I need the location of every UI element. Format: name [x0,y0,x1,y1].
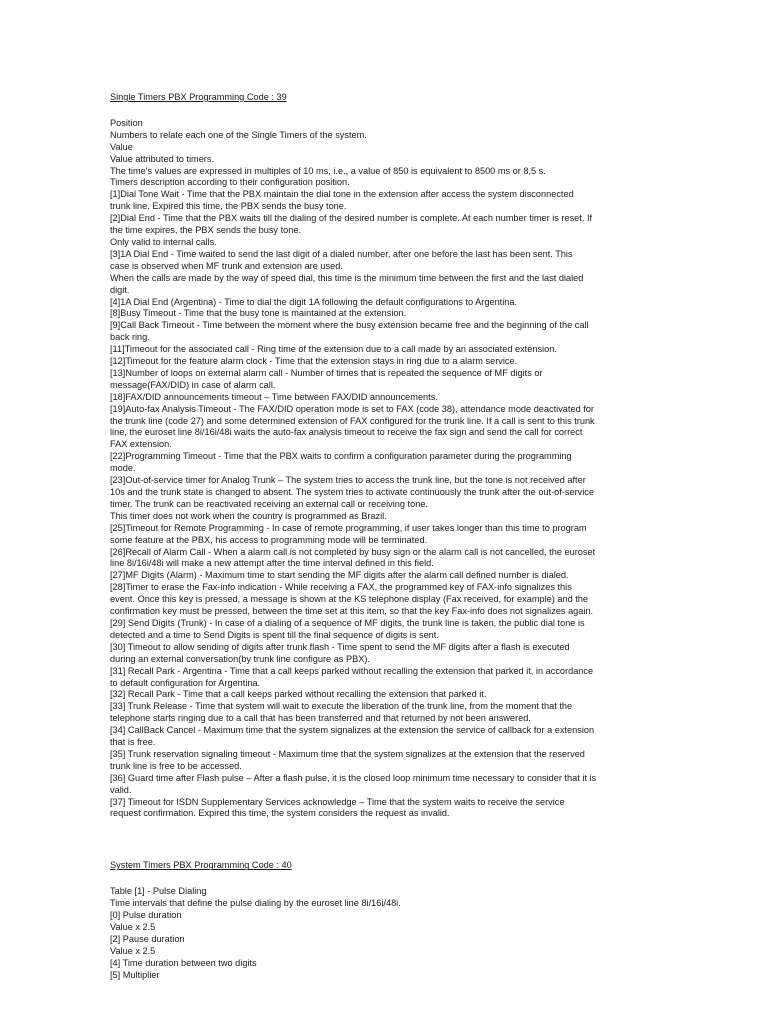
text-line: [30] Timeout to allow sending of digits after trunk flash - Time spent to send the MF digits after a flash is executed [110,641,570,652]
text-line: [23]Out-of-service timer for Analog Trunk – The system tries to access the trunk line, but the tone is not received after [110,475,586,486]
spacer [110,104,660,118]
spacer [110,820,660,860]
text-line: 10s and the trunk state is changed to absent. The system tries to activate continuously the trunk after the out-of-service [110,487,594,497]
text-line: Value x 2.5 [110,922,156,932]
section-heading-single-timers: Single Timers PBX Programming Code : 39 [110,92,287,102]
text-line: trunk line is free to be accessed. [110,760,242,771]
section-heading-system-timers: System Timers PBX Programming Code : 40 [110,860,292,871]
text-line: [26]Recall of Alarm Call - When a alarm call is not completed by busy sign or the alarm call is not cancelled, the euroset [110,546,596,557]
text-line: When the calls are made by the way of speed dial, this time is the minimum time between the first and the last dialed [110,272,584,283]
text-line: event. Once this key is pressed, a message is shown at the KS telephone display (Fax received, for example) and the [110,594,589,605]
text-line: to default configuration for Argentina. [110,677,261,688]
text-line: Value x 2.5 [110,945,156,956]
text-line: [4]1A Dial End (Argentina) - Time to dial the digit 1A following the default configurations to Argentina. [110,296,518,307]
text-line: during an external conversation(by trunk line configure as PBX). [110,653,370,664]
text-line: [31] Recall Park - Argentina - Time that a call keeps parked without recalling the extension that parked it, in accordance [110,665,594,676]
text-line: the trunk line (code 27) and some determined extension of FAX configured for the trunk line. If a call is sent to this trunk [110,415,595,426]
text-line: [1]Dial Tone Wait - Time that the PBX maintain the dial tone in the extension after access the system disconnected [110,189,574,200]
system-timers-body [110,886,660,981]
text-line: Timers description according to their configuration position. [110,177,350,188]
text-line: [9]Call Back Timeout - Time between the moment where the busy extension became free and the beginning of the call [110,320,589,331]
text-line: Numbers to relate each one of the Single Timers of the system. [110,129,367,140]
text-line: Value attributed to timers. [110,153,215,164]
text-line: [2] Pause duration [110,933,185,944]
document-page [110,92,660,982]
text-line: [0] Pulse duration [110,910,182,921]
text-line: Table [1] - Pulse Dialing [110,886,207,897]
text-line: some feature at the PBX, his access to programming mode will be terminated. [110,534,428,545]
text-line: [5] Multiplier [110,969,160,980]
text-line: The time's values are expressed in multiples of 10 ms, i.e., a value of 850 is equivalent to 8500 ms or 8,5 s. [110,165,546,176]
text-line: [25]Timeout for Remote Programming - In case of remote programming, if user takes longer than this time to program [110,522,587,533]
text-line: confirmation key must be pressed, between the time set at this item, so that the key Fax-info does not signalizes again. [110,606,594,617]
text-line: Only valid to internal calls. [110,236,217,247]
text-line: Position [110,117,143,128]
text-line: [29] Send Digits (Trunk) - In case of a dialing of a sequence of MF digits, the trunk line is taken, the public dial tone is [110,617,585,628]
text-line: [4] Time duration between two digits [110,957,257,968]
text-line: request confirmation. Expired this time, the system considers the request as invalid. [110,808,450,819]
text-line: [11]Timeout for the associated call - Ring time of the extension due to a call made by an associated extension. [110,344,557,355]
text-line: [8]Busy Timeout - Time that the busy tone is maintained at the extension. [110,308,407,319]
text-line: [34] CallBack Cancel - Maximum time that the system signalizes at the extension the service of callback for a extension [110,725,595,736]
text-line: [19]Auto-fax Analysis Timeout - The FAX/DID operation mode is set to FAX (code 38), attendance mode deactivated for [110,403,594,414]
text-line: [3]1A Dial End - Time waited to send the last digit of a dialed number, after one before the last has been sent. This [110,248,573,259]
text-line: FAX extension. [110,439,172,450]
text-line: detected and a time to Send Digits is spent till the final sequence of digits is sent. [110,629,439,640]
text-line: valid. [110,784,132,795]
text-line: [22]Programming Timeout - Time that the PBX waits to confirm a configuration parameter during the programming [110,451,572,462]
text-line: [12]Timeout for the feature alarm clock - Time that the extension stays in ring due to a alarm service. [110,356,518,367]
text-line: [2]Dial End - Time that the PBX waits till the dialing of the desired number is complete. At each number timer is reset. If [110,213,593,224]
text-line: Value [110,141,133,152]
text-line: timer. The trunk can be reactivated receiving an external call or receiving tone. [110,498,428,509]
text-line: [35] Trunk reservation signaling timeout - Maximum time that the system signalizes at the extension that the reserved [110,748,585,759]
text-line: trunk line. Expired this time, the PBX sends the busy tone. [110,201,347,212]
text-line: [36] Guard time after Flash pulse – After a flash pulse, it is the closed loop minimum time necessary to consider that it is [110,772,597,783]
text-line: [27]MF Digits (Alarm) - Maximum time to start sending the MF digits after the alarm call defined number is dialed. [110,570,569,581]
text-line: [13]Number of loops on external alarm call - Number of times that is repeated the sequence of MF digits or [110,367,543,378]
text-line: Time intervals that define the pulse dialing by the euroset line 8i/16i/48i. [110,898,401,909]
text-line: back ring. [110,332,150,343]
single-timers-body [110,118,660,820]
text-line: [33] Trunk Release - Time that system will wait to execute the liberation of the trunk line, from the moment that the [110,701,573,712]
spacer [110,872,660,886]
text-line: This timer does not work when the country is programmed as Brazil. [110,510,387,521]
text-line: [32] Recall Park - Time that a call keeps parked without recalling the extension that parked it. [110,689,487,700]
text-line: telephone starts ringing due to a call that has been transferred and that returned by not been answered. [110,713,531,724]
text-line: message(FAX/DID) in case of alarm call. [110,379,276,390]
text-line: [37] Timeout for ISDN Supplementary Services acknowledge – Time that the system waits to receive the service [110,796,565,807]
text-line: [28]Timer to erase the Fax-info indication - While receiving a FAX, the programmed key of FAX-info signalizes this [110,582,572,593]
text-line: line 8i/16i/48i will make a new attempt after the time interval defined in this field. [110,558,434,569]
text-line: mode. [110,463,136,474]
text-line: [18]FAX/DID announcements timeout – Time between FAX/DID announcements. [110,391,438,402]
text-line: digit. [110,284,130,295]
text-line: that is free. [110,737,156,748]
text-line: the time expires, the PBX sends the busy tone. [110,225,302,236]
text-line: case is observed when MF trunk and extension are used. [110,260,343,271]
text-line: line, the euroset line 8i/16i/48i waits the auto-fax analysis timeout to receive the fax sign and send the call for correct [110,427,583,438]
